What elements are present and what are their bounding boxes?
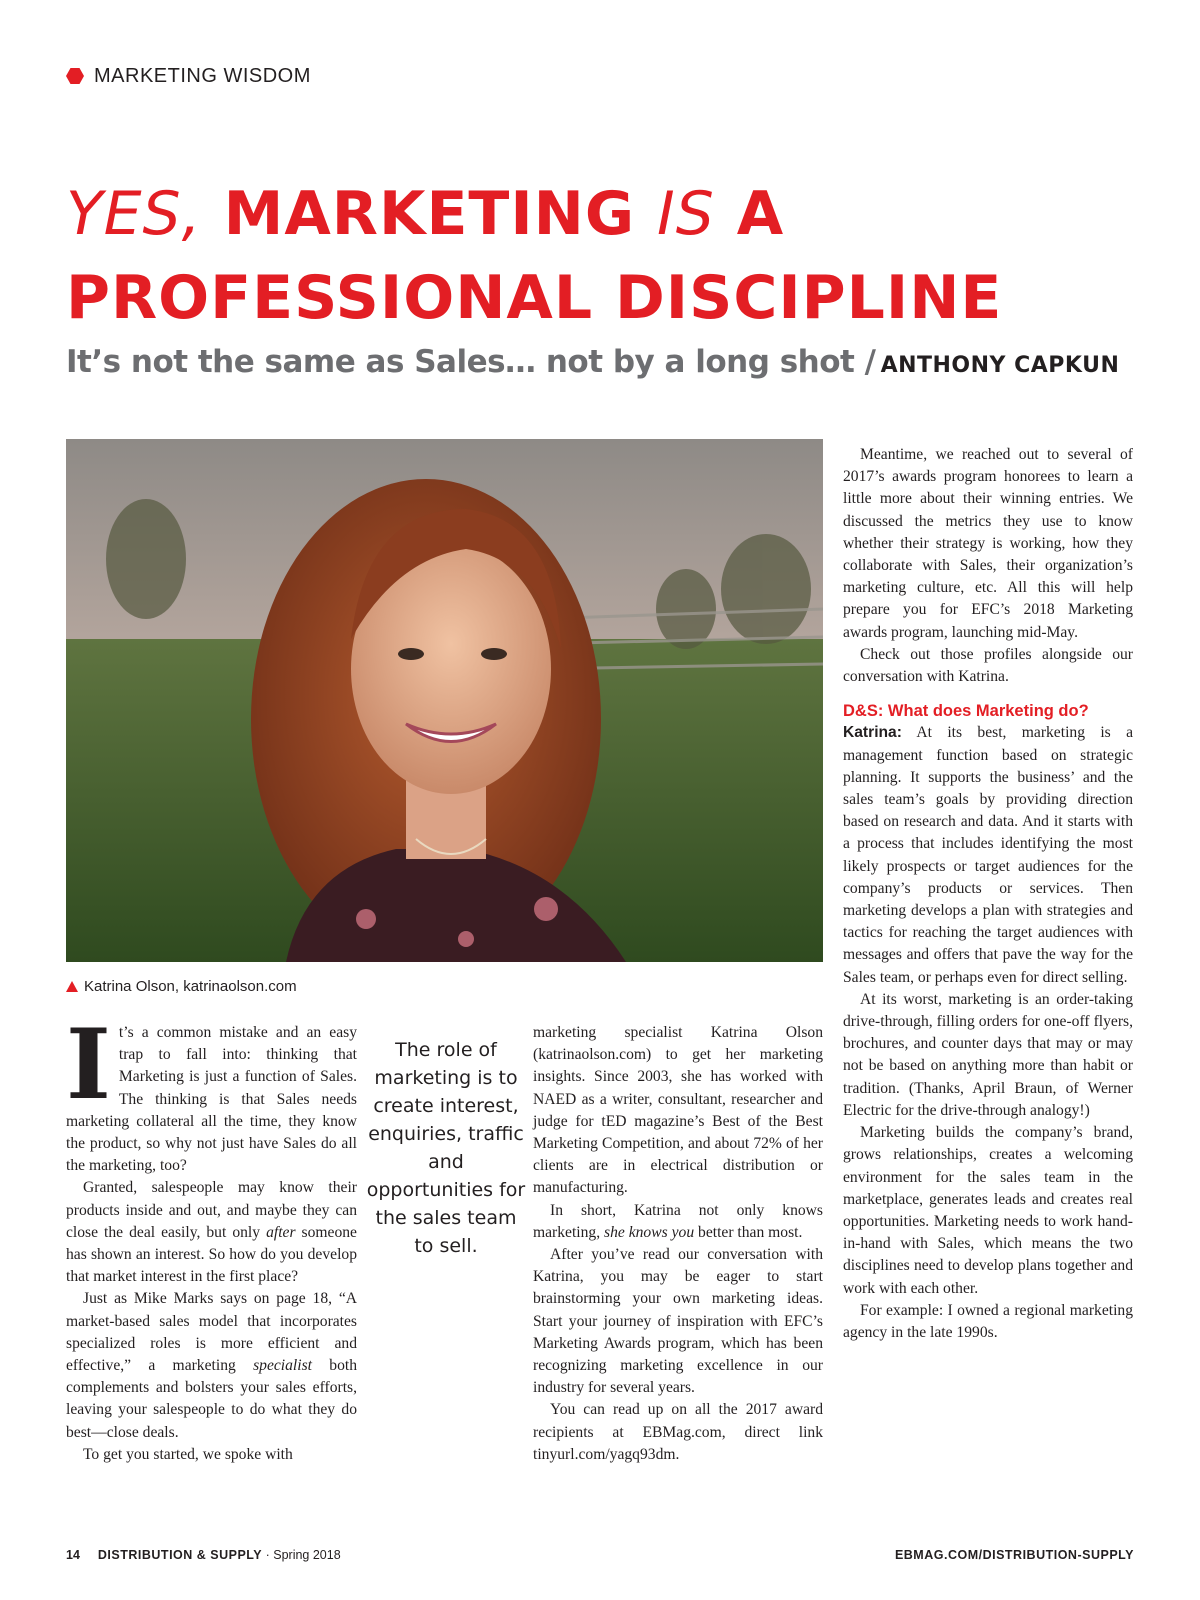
headline-marketing: MARKETING [201, 179, 658, 249]
paragraph: You can read up on all the 2017 award recipients at EBMag.com, direct link tinyurl.com/yagq93dm. [533, 1401, 823, 1463]
section-header [66, 62, 311, 90]
paragraph [66, 1177, 357, 1288]
deck [66, 344, 1166, 380]
headline-line2: PROFESSIONAL DISCIPLINE [66, 263, 1003, 333]
emphasis: specialist [253, 1357, 312, 1375]
publication-name: DISTRIBUTION & SUPPLY [97, 1548, 263, 1562]
deck-subtitle: It’s not the same as Sales… not by a long shot / [66, 344, 876, 380]
paragraph [843, 722, 1133, 988]
paragraph: For example: I owned a regional marketing agency in the late 1990s. [843, 1301, 1133, 1341]
headline-yes: YES, [66, 179, 202, 249]
interview-question: D&S: What does Marketing do? [843, 702, 1089, 721]
emphasis: she knows you [604, 1223, 695, 1241]
footer-url: EBMAG.COM/DISTRIBUTION-SUPPLY [894, 1548, 1134, 1562]
headline [66, 172, 1166, 340]
body-column-1 [66, 1008, 357, 1466]
paragraph: At its worst, marketing is an order-taking drive-through, filling orders for one-off flyers, brochures, and counter days that may or may not be based on anything more than habit or tradition. (Thanks, April Braun, of Werner Electric for the drive-through analogy!) [843, 990, 1133, 1119]
headline-a: A [714, 179, 785, 249]
photo-caption [66, 978, 297, 995]
paragraph: Marketing builds the company’s brand, grows relationships, creates a welcoming environment for the sales team in the marketplace, generates leads and creates real opportunities. Marketing needs to work hand-in-hand with Sales, which means the two disciplines need to develop plans together and work with each other. [843, 1124, 1133, 1297]
drop-cap: I [66, 1008, 111, 1121]
hexagon-icon [66, 68, 84, 84]
emphasis: after [266, 1223, 296, 1241]
paragraph: After you’ve read our conversation with Katrina, you may be eager to start brainstorming your own marketing ideas. Start your journey of inspiration with EFC’s Marketing Awards program, which has been recognizing marketing excellence in our industry for several years. [533, 1246, 823, 1397]
body-column-4 [843, 444, 1133, 1344]
paragraph-text: In short, Katrina not only knows marketing, [533, 1201, 823, 1241]
paragraph-text: t’s a common mistake and an easy trap to fall into: thinking that Marketing is just a function of Sales. The thinking is that Sales needs marketing collateral all the time, they know the product, so why not just have Sales do all the marketing, too? [66, 1024, 357, 1175]
portrait-photo [66, 439, 823, 962]
paragraph: Check out those profiles alongside our conversation with Katrina. [843, 645, 1133, 686]
paragraph [66, 1008, 357, 1177]
paragraph: To get you started, we spoke with [83, 1445, 293, 1463]
paragraph: Meantime, we reached out to several of 2017’s awards program honorees to learn a little more about their winning entries. We discussed the metrics they use to know whether their strategy is working, how they collaborate with Sales, their organization’s marketing culture, etc. All this will help prepare you for EFC’s 2018 Marketing awards program, launching mid-May. [843, 446, 1133, 641]
paragraph-text: Just as Mike Marks says on page 18, “A market-based sales model that incorporates specialized roles is more efficient and effective,” a marketing [66, 1290, 357, 1375]
byline: ANTHONY CAPKUN [880, 353, 1120, 378]
paragraph-text: At its best, marketing is a management function based on strategic planning. It supports the business’ and the sales team’s goals by providing direction based on research and data. And it starts with a process that includes identifying the most likely prospects or target audiences for the company’s products or services. Then marketing develops a plan with strategies and tactics for reaching the target audiences with messages and offers that pave the way for the Sales team, or perhaps even for direct selling. [843, 724, 1133, 986]
issue-date: · Spring 2018 [262, 1548, 341, 1562]
headline-is: IS [657, 179, 715, 249]
paragraph-text: Granted, salespeople may know their products inside and out, and maybe they can close the deal easily, but only [66, 1179, 357, 1241]
page-number: 14 [66, 1548, 80, 1562]
paragraph [533, 1200, 823, 1244]
pull-quote: The role of marketing is to create interest, enquiries, traffic and opportunities for the sales team to sell. [366, 1039, 526, 1257]
caption-text: Katrina Olson, katrinaolson.com [84, 978, 297, 995]
speaker-label: Katrina: [843, 724, 902, 742]
paragraph-text: both complements and bolsters your sales efforts, leaving your salespeople to do what they do best—close deals. [66, 1357, 357, 1441]
body-column-3 [533, 1022, 823, 1466]
paragraph [66, 1288, 357, 1443]
paragraph-text: better than most. [694, 1223, 803, 1241]
paragraph-text: someone has shown an interest. So how do you develop that market interest in the first place? [66, 1223, 357, 1286]
section-label: MARKETING WISDOM [94, 64, 311, 87]
triangle-icon [66, 981, 78, 992]
footer-left [66, 1548, 341, 1562]
paragraph: marketing specialist Katrina Olson (katrinaolson.com) to get her marketing insights. Since 2003, she has worked with NAED as a writer, consultant, researcher and judge for tED magazine’s Best of the Best Marketing Competition, and about 72% of her clients are in electrical distribution or manufacturing. [533, 1024, 823, 1197]
